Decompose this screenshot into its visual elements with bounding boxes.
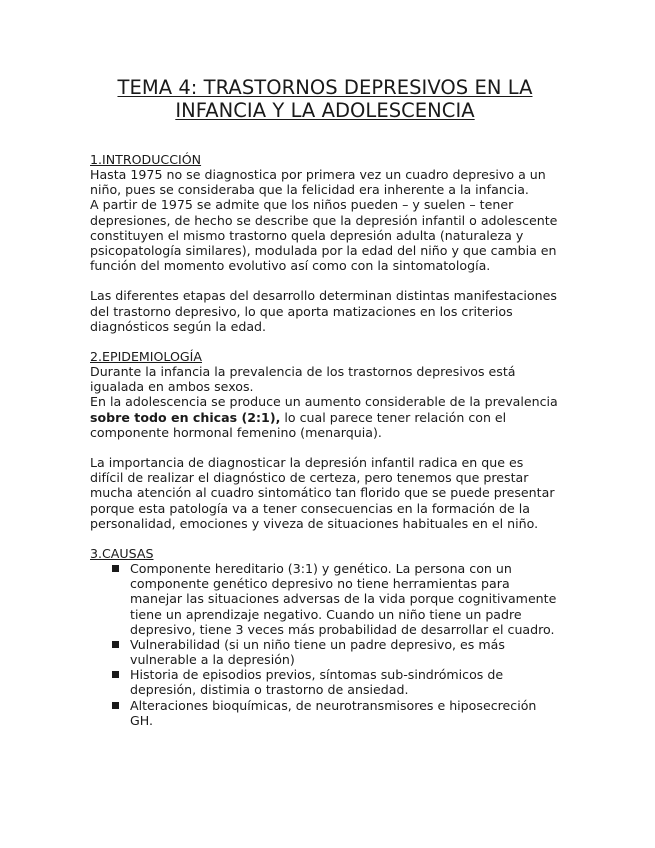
paragraph: Durante la infancia la prevalencia de los trastornos depresivos está igualada en ambos sexos.	[90, 364, 516, 395]
list-item-text: Vulnerabilidad (si un niño tiene un padre depresivo, es más vulnerable a la depresión)	[130, 636, 505, 668]
list-item	[130, 561, 560, 637]
text-run: lo cual parece tener relación con el componente hormonal femenino (menarquia).	[90, 409, 507, 440]
paragraph: La importancia de diagnosticar la depresión infantil radica en que es difícil de realizar el diagnóstico de certeza, pero tenemos que prestar mucha atención al cuadro sintomático tan florido que se puede presentar porque esta patología va a tener consecuencias en la formación de la personalidad, emociones y viveza de situaciones habituales en el niño.	[90, 455, 555, 531]
list-item	[130, 637, 560, 667]
square-bullet-icon	[112, 565, 119, 572]
section-epidemiologia	[90, 349, 560, 546]
section-heading-epidemiologia: 2.EPIDEMIOLOGÍA	[90, 349, 202, 364]
list-item-text: Componente hereditario (3:1) y genético. La persona con un componente genético depresivo no tiene herramientas para manejar las situaciones adversas de la vida porque cognitivamente tiene un aprendizaje negativo. Cuando un niño tiene un padre depresivo, tiene 3 veces más probabilidad de desarrollar el cuadro.	[130, 561, 557, 637]
document-page	[90, 76, 560, 728]
paragraph: Hasta 1975 no se diagnostica por primera vez un cuadro depresivo a un niño, pues se consideraba que la felicidad era inherente a la infancia.	[90, 167, 546, 198]
square-bullet-icon	[112, 641, 119, 648]
list-item	[130, 667, 560, 697]
text-run: En la adolescencia se produce un aumento considerable de la prevalencia	[90, 394, 558, 410]
square-bullet-icon	[112, 702, 119, 709]
causes-list	[90, 561, 560, 728]
square-bullet-icon	[112, 671, 119, 678]
list-item-text: Alteraciones bioquímicas, de neurotransmisores e hiposecreción GH.	[130, 697, 537, 728]
section-heading-causas: 3.CAUSAS	[90, 546, 154, 561]
paragraph-with-emphasis	[90, 394, 560, 439]
section-introduccion	[90, 152, 560, 349]
section-causas	[90, 546, 560, 728]
bold-text: sobre todo en chicas (2:1),	[90, 409, 281, 425]
title-line-1: TEMA 4: TRASTORNOS DEPRESIVOS EN LA	[117, 76, 533, 99]
list-item	[130, 698, 560, 728]
paragraph: A partir de 1975 se admite que los niños pueden – y suelen – tener depresiones, de hecho se describe que la depresión infantil o adolescente constituyen el mismo trastorno quela depresión adulta (naturaleza y psicopatología similares), modulada por la edad del niño y que cambia en función del momento evolutivo así como con la sintomatología.	[90, 197, 558, 274]
list-item-text: Historia de episodios previos, síntomas sub-sindrómicos de depresión, distimia o trastorno de ansiedad.	[130, 667, 504, 698]
title-line-2: INFANCIA Y LA ADOLESCENCIA	[175, 99, 475, 122]
page-title	[84, 76, 566, 122]
section-heading-introduccion: 1.INTRODUCCIÓN	[90, 152, 202, 167]
paragraph: Las diferentes etapas del desarrollo determinan distintas manifestaciones del trastorno depresivo, lo que aporta matizaciones en los criterios diagnósticos según la edad.	[90, 288, 557, 334]
